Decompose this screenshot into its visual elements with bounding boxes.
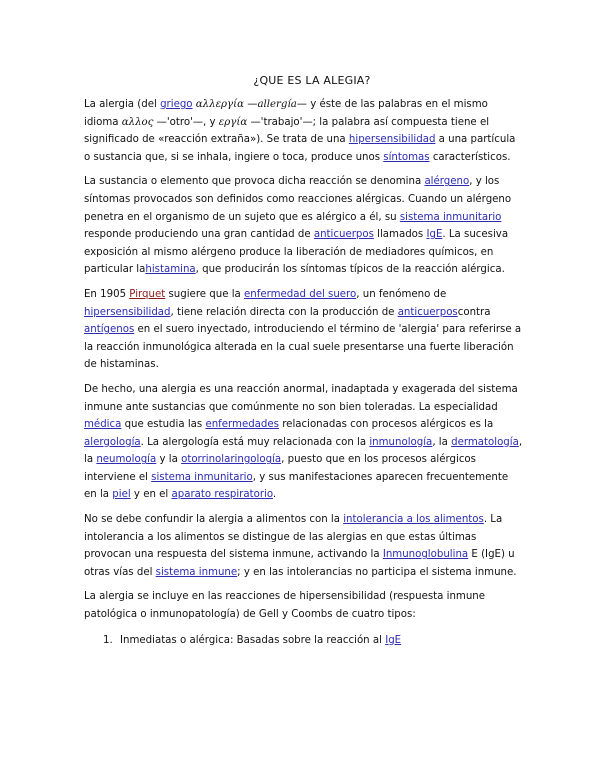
link-alergologia[interactable]: alergología [84, 436, 141, 448]
link-antigenos[interactable]: antígenos [84, 324, 135, 336]
link-griego[interactable]: griego [160, 99, 193, 110]
page-title: ¿QUE ES LA ALEGIA? [253, 74, 371, 87]
document-page [84, 74, 524, 649]
link-hipersensibilidad[interactable]: hipersensibilidad [348, 134, 436, 146]
link-inmunoglobulina[interactable]: Inmunoglobulina [382, 549, 469, 561]
link-anticuerpos[interactable]: anticuerpos [313, 229, 374, 241]
link-hipersensibilidad-2[interactable]: hipersensibilidad [84, 306, 171, 318]
list-item: 1. Inmediatas o alérgica: Basadas sobre la reacción al IgE [116, 632, 524, 650]
link-dermatologia[interactable]: dermatología [451, 436, 519, 448]
link-enfermedad-del-suero[interactable]: enfermedad del suero [244, 288, 357, 300]
paragraph-gell-coombs: La alergia se incluye en las reacciones de hipersensibilidad (respuesta inmune patológica o inmunopatología) de Gell y Coombs de cuatro tipos: [84, 591, 486, 621]
link-histamina[interactable]: histamina [145, 264, 196, 276]
hypersensitivity-types-list [84, 632, 524, 650]
link-sistema-inmune[interactable]: sistema inmune [155, 566, 238, 578]
paragraph-intolerancia: No se debe confundir la alergia a alimentos con la intolerancia a los alimentos. La intolerancia a los alimentos se distingue de las alergias en que estas últimas provocan una respuesta del sistema inmune, activando la Inmunoglobulina E (IgE) u otras vías del sistema inmune; y en las intolerancias no participa el sistema inmune. [84, 514, 517, 578]
link-ige-2[interactable]: IgE [385, 634, 402, 646]
link-ige[interactable]: IgE [426, 229, 443, 241]
link-sistema-inmunitario[interactable]: sistema inmunitario [399, 211, 502, 223]
paragraph-definition: La alergia (del griego αλλεργία —allergía— y éste de las palabras en el mismo idioma αλλος —'otro'—, y εργία —'trabajo'—; la palabra así compuesta tiene el significado de «reacción extraña»). Se trata de una hipersensibilidad a una partícula o sustancia que, si se inhala, ingiere o toca, produce unos síntomas característicos. [84, 99, 516, 163]
paragraph-alergologia: De hecho, una alergia es una reacción anormal, inadaptada y exagerada del sistema inmune ante sustancias que comúnmente no son bien toleradas. La especialidad médica que estudia las enfermedades relacionadas con procesos alérgicos es la alergología. La alergología está muy relacionada con la inmunología, la dermatología, la neumología y la otorrinolaringología, puesto que en los procesos alérgicos interviene el sistema inmunitario, y sus manifestaciones aparecen frecuentemente en la piel y en el aparato respiratorio. [84, 383, 523, 501]
link-neumologia[interactable]: neumología [96, 454, 157, 466]
link-inmunologia[interactable]: inmunología [369, 436, 433, 448]
link-piel[interactable]: piel [112, 489, 131, 501]
paragraph-alergeno: La sustancia o elemento que provoca dicha reacción se denomina alérgeno, y los síntomas provocados son definidos como reacciones alérgicas. Cuando un alérgeno penetra en el organismo de un sujeto que es alérgico a él, su sistema inmunitario responde produciendo una gran cantidad de anticuerpos llamados IgE. La sucesiva exposición al mismo alérgeno produce la liberación de mediadores químicos, en particular lahistamina, que producirán los síntomas típicos de la reacción alérgica. [84, 176, 512, 276]
paragraph-pirquet: En 1905 Pirquet sugiere que la enfermedad del suero, un fenómeno de hipersensibilidad, tiene relación directa con la producción de anticuerposcontra antígenos en el suero inyectado, introduciendo el término de 'alergia' para referirse a la reacción inmunológica alterada en la cual suele presentarse una fuerte liberación de histaminas. [84, 288, 522, 371]
link-medica[interactable]: médica [84, 419, 122, 431]
link-enfermedades[interactable]: enfermedades [205, 419, 279, 431]
link-anticuerpos-2[interactable]: anticuerpos [397, 306, 458, 318]
link-aparato-respiratorio[interactable]: aparato respiratorio [171, 489, 273, 501]
link-otorrinolaringologia[interactable]: otorrinolaringología [181, 454, 282, 466]
link-intolerancia-alimentos[interactable]: intolerancia a los alimentos [343, 514, 484, 526]
link-pirquet[interactable]: Pirquet [129, 288, 166, 300]
link-sintomas[interactable]: síntomas [383, 151, 430, 163]
link-alergeno[interactable]: alérgeno [424, 176, 470, 188]
link-sistema-inmunitario-2[interactable]: sistema inmunitario [151, 471, 253, 483]
